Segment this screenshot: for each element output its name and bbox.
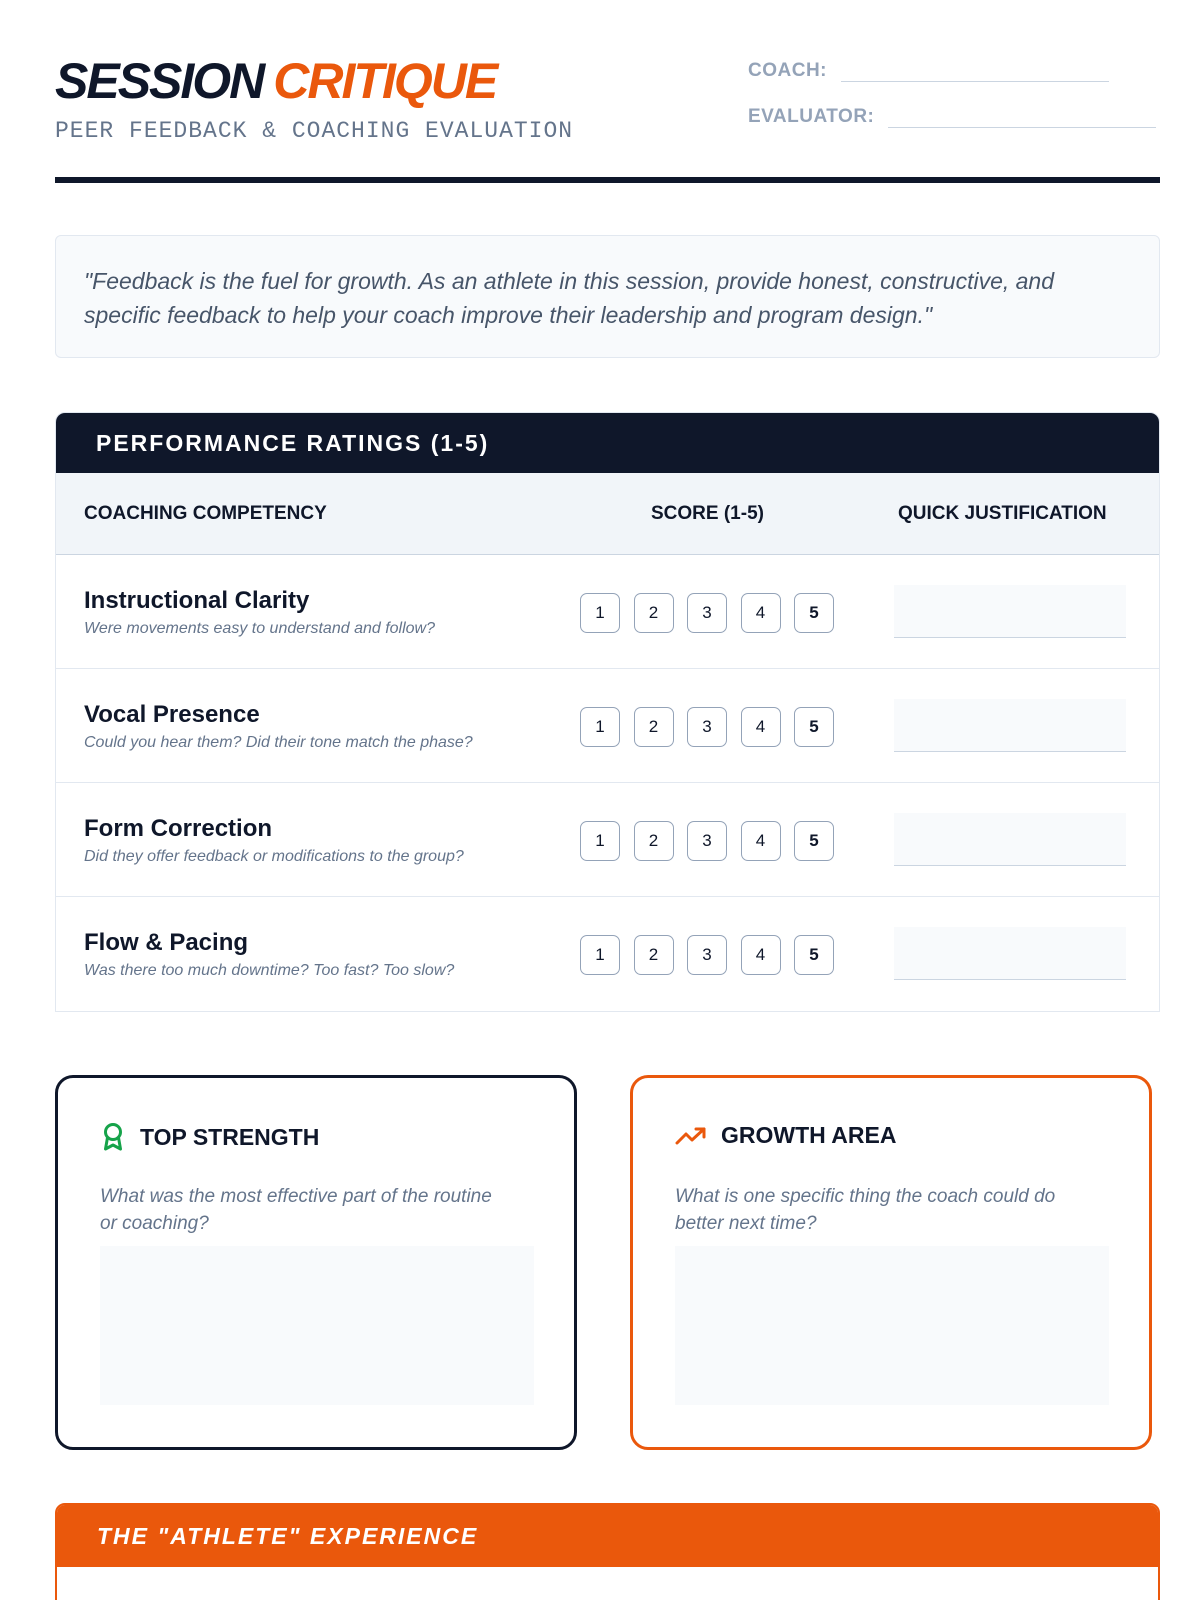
ratings-column-headers xyxy=(56,473,1159,555)
score-option-5[interactable]: 5 xyxy=(794,821,834,861)
score-option-4[interactable]: 4 xyxy=(741,593,781,633)
coach-field xyxy=(748,60,1109,82)
growth-area-input[interactable] xyxy=(675,1246,1109,1405)
score-option-2[interactable]: 2 xyxy=(634,707,674,747)
form-header xyxy=(55,0,1160,183)
evaluator-field xyxy=(748,106,1156,128)
growth-area-title: GROWTH AREA xyxy=(721,1122,897,1148)
growth-area-prompt: What is one specific thing the coach could do better next time? xyxy=(675,1186,1056,1234)
table-row xyxy=(56,669,1159,783)
score-option-3[interactable]: 3 xyxy=(687,593,727,633)
justification-input[interactable] xyxy=(894,699,1126,752)
table-row xyxy=(56,783,1159,897)
competency-description: Did they offer feedback or modifications to the group? xyxy=(84,848,464,865)
athlete-experience-title-bar xyxy=(57,1505,1158,1567)
justification-input[interactable] xyxy=(894,585,1126,638)
trending-up-icon xyxy=(675,1125,707,1147)
athlete-experience-section xyxy=(55,1503,1160,1600)
feedback-quote-box xyxy=(55,235,1160,358)
coach-input[interactable] xyxy=(841,60,1109,82)
ratings-title-bar xyxy=(56,413,1159,473)
ratings-title: PERFORMANCE RATINGS (1-5) xyxy=(96,429,490,456)
table-row xyxy=(56,555,1159,669)
score-selector xyxy=(580,593,834,633)
justification-input[interactable] xyxy=(894,927,1126,980)
award-ribbon-icon xyxy=(100,1122,126,1152)
score-option-2[interactable]: 2 xyxy=(634,593,674,633)
score-option-5[interactable]: 5 xyxy=(794,593,834,633)
top-strength-card xyxy=(55,1075,577,1450)
top-strength-header xyxy=(100,1122,319,1152)
score-option-2[interactable]: 2 xyxy=(634,821,674,861)
growth-area-card xyxy=(630,1075,1152,1450)
score-option-1[interactable]: 1 xyxy=(580,593,620,633)
performance-ratings-section xyxy=(55,412,1160,1012)
feedback-quote: "Feedback is the fuel for growth. As an athlete in this session, provide honest, constructive, and specific feedback to help your coach improve their leadership and program design." xyxy=(84,268,1055,328)
score-option-3[interactable]: 3 xyxy=(687,707,727,747)
top-strength-title: TOP STRENGTH xyxy=(140,1123,320,1150)
competency-description: Could you hear them? Did their tone match the phase? xyxy=(84,734,473,751)
score-selector xyxy=(580,707,834,747)
top-strength-prompt: What was the most effective part of the routine or coaching? xyxy=(100,1186,492,1234)
top-strength-input[interactable] xyxy=(100,1246,534,1405)
score-option-4[interactable]: 4 xyxy=(741,935,781,975)
score-option-4[interactable]: 4 xyxy=(741,707,781,747)
score-option-2[interactable]: 2 xyxy=(634,935,674,975)
score-option-1[interactable]: 1 xyxy=(580,935,620,975)
competency-title: Flow & Pacing xyxy=(84,929,249,956)
score-selector xyxy=(580,935,834,975)
form-subtitle: PEER FEEDBACK & COACHING EVALUATION xyxy=(55,118,574,144)
score-selector xyxy=(580,821,834,861)
coach-label: COACH: xyxy=(748,60,827,81)
competency-title: Form Correction xyxy=(84,815,273,842)
form-title xyxy=(55,53,497,109)
competency-title: Instructional Clarity xyxy=(84,587,310,614)
score-option-5[interactable]: 5 xyxy=(794,707,834,747)
athlete-experience-title: THE "ATHLETE" EXPERIENCE xyxy=(97,1522,479,1549)
column-header-competency: COACHING COMPETENCY xyxy=(84,503,327,524)
justification-input[interactable] xyxy=(894,813,1126,866)
title-part-critique: CRITIQUE xyxy=(273,53,497,109)
score-option-1[interactable]: 1 xyxy=(580,707,620,747)
table-row xyxy=(56,897,1159,1011)
score-option-1[interactable]: 1 xyxy=(580,821,620,861)
session-critique-form xyxy=(55,0,1160,1549)
competency-title: Vocal Presence xyxy=(84,701,260,728)
evaluator-label: EVALUATOR: xyxy=(748,106,875,127)
title-part-session: SESSION xyxy=(55,53,264,109)
score-option-5[interactable]: 5 xyxy=(794,935,834,975)
column-header-score: SCORE (1-5) xyxy=(651,503,764,524)
score-option-3[interactable]: 3 xyxy=(687,935,727,975)
evaluator-input[interactable] xyxy=(888,106,1156,128)
score-option-4[interactable]: 4 xyxy=(741,821,781,861)
column-header-justification: QUICK JUSTIFICATION xyxy=(898,503,1107,524)
growth-area-header xyxy=(675,1122,896,1149)
score-option-3[interactable]: 3 xyxy=(687,821,727,861)
competency-description: Were movements easy to understand and follow? xyxy=(84,620,436,637)
competency-description: Was there too much downtime? Too fast? Too slow? xyxy=(84,962,455,979)
